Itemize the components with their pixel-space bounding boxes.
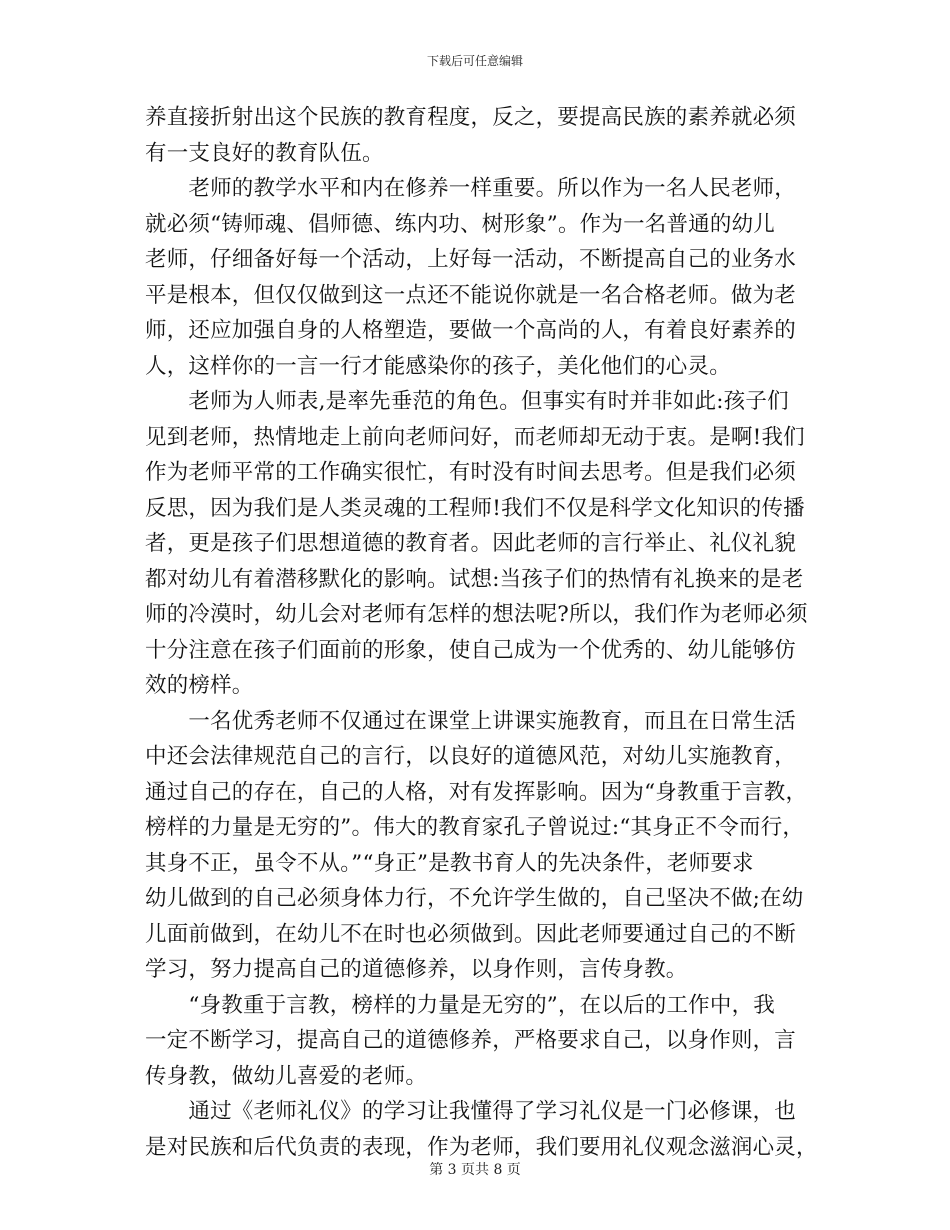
text-line: 其身不正，虽令不从。”“身正”是教书育人的先决条件，老师要求 [145, 850, 754, 876]
text-line: 有一支良好的教育队伍。 [145, 140, 384, 166]
text-line: 老师，仔细备好每一个活动，上好每一活动，不断提高自己的业务水 [145, 247, 797, 272]
text-line: 学习，努力提高自己的道德修养，以身作则，言传身教。 [145, 957, 688, 982]
text-line: 中还会法律规范自己的言行，以良好的道德风范，对幼儿实施教育， [145, 744, 797, 769]
page-number: 第 3 页共 8 页 [429, 1162, 521, 1178]
text-line: 一名优秀老师不仅通过在课堂上讲课实施教育，而且在日常生活 [145, 708, 797, 734]
text-line: 师的冷漠时，幼儿会对老师有怎样的想法呢?所以，我们作为老师必须 [145, 602, 808, 627]
text-line: 效的榜样。 [145, 673, 254, 698]
text-line: 者，更是孩子们思想道德的教育者。因此老师的言行举止、礼仪礼貌 [145, 531, 797, 556]
text-line: 就必须“铸师魂、倡师德、练内功、树形象”。作为一名普通的幼儿 [145, 211, 775, 237]
text-line: 师，还应加强自身的人格塑造，要做一个高尚的人，有着良好素养的 [145, 318, 797, 343]
body-text [145, 100, 817, 1165]
text-line: 都对幼儿有着潜移默化的影响。试想:当孩子们的热情有礼换来的是老 [145, 566, 804, 592]
text-line: 老师的教学水平和内在修养一样重要。所以作为一名人民老师， [145, 176, 797, 201]
text-line: 人，这样你的一言一行才能感染你的孩子，美化他们的心灵。 [145, 353, 731, 379]
text-line: 儿面前做到，在幼儿不在时也必须做到。因此老师要通过自己的不断 [145, 921, 797, 947]
text-line: 作为老师平常的工作确实很忙，有时没有时间去思考。但是我们必须 [145, 460, 797, 485]
text-line: 一定不断学习，提高自己的道德修养，严格要求自己，以身作则，言 [145, 1028, 797, 1053]
text-line: 榜样的力量是无穷的”。伟大的教育家孔子曾说过:“其身正不令而行， [145, 815, 805, 840]
text-line: 见到老师，热情地走上前向老师问好，而老师却无动于衷。是啊!我们 [145, 424, 805, 450]
text-line: 是对民族和后代负责的表现，作为老师，我们要用礼仪观念滋润心灵， [145, 1134, 818, 1160]
page-header: 下载后可任意编辑 [426, 54, 523, 68]
text-line: 反思，因为我们是人类灵魂的工程师!我们不仅是科学文化知识的传播 [145, 495, 805, 521]
text-line: 传身教，做幼儿喜爱的老师。 [145, 1063, 428, 1089]
text-line: 养直接折射出这个民族的教育程度，反之，要提高民族的素养就必须 [145, 105, 797, 130]
text-line: 通过自己的存在，自己的人格，对有发挥影响。因为“身教重于言教， [145, 779, 808, 805]
text-line: “身教重于言教，榜样的力量是无穷的”，在以后的工作中，我 [145, 992, 775, 1018]
text-line: 通过《老师礼仪》的学习让我懂得了学习礼仪是一门必修课，也 [145, 1099, 797, 1124]
text-line: 平是根本，但仅仅做到这一点还不能说你就是一名合格老师。做为老 [145, 282, 797, 308]
text-line: 老师为人师表,是率先垂范的角色。但事实有时并非如此:孩子们 [145, 389, 789, 414]
text-line: 十分注意在孩子们面前的形象，使自己成为一个优秀的、幼儿能够仿 [145, 637, 797, 663]
text-line: 幼儿做到的自己必须身体力行，不允许学生做的，自己坚决不做;在幼 [145, 886, 804, 911]
